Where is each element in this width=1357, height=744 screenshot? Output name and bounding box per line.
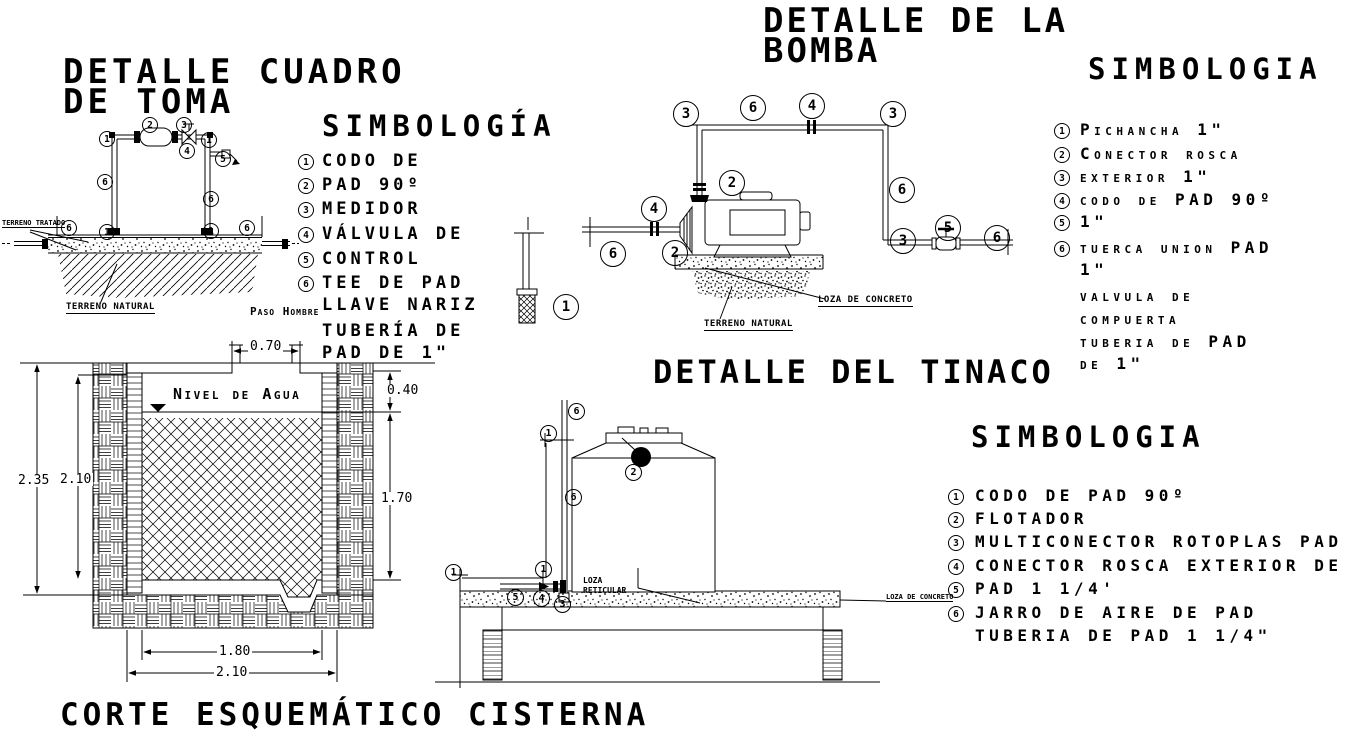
legend-tinaco-item: FLOTADOR — [975, 509, 1089, 528]
legend-toma-bullet: 4 — [298, 227, 314, 243]
legend-bomba-item: de 1" — [1080, 354, 1145, 373]
legend-bomba-bullet: 6 — [1054, 241, 1070, 257]
callout-circle: 5 — [935, 215, 961, 241]
callout-circle: 1 — [535, 561, 552, 578]
legend-tinaco-item: JARRO DE AIRE DE PAD — [975, 603, 1258, 622]
callout-circle: 6 — [600, 241, 626, 267]
legend-bomba-title: SIMBOLOGIA — [1088, 52, 1323, 86]
callout-circle: 1 — [99, 131, 115, 147]
callout-circle: 1 — [445, 564, 462, 581]
title-bomba-line2: BOMBA — [763, 31, 881, 71]
legend-tinaco-bullet: 3 — [948, 535, 964, 551]
callout-circle: 6 — [61, 220, 77, 236]
legend-bomba-item: exterior 1" — [1080, 167, 1212, 186]
dim-top-gap: 0.40 — [387, 383, 419, 398]
callout-circle: 6 — [239, 220, 255, 236]
legend-toma-bullet: 1 — [298, 154, 314, 170]
legend-tinaco-bullet: 5 — [948, 582, 964, 598]
legend-toma-bullet: 2 — [298, 178, 314, 194]
legend-tinaco-item: PAD 1 1/4' — [975, 579, 1117, 598]
dim-manhole-width: 0.70 — [250, 339, 282, 354]
natural-ground-label-toma: TERRENO NATURAL — [66, 302, 155, 312]
callout-circle: 2 — [142, 117, 158, 133]
callout-circle: 2 — [719, 170, 745, 196]
callout-circle: 1 — [99, 224, 115, 240]
callout-circle: 1 — [203, 223, 219, 239]
legend-bomba-item: Pichancha 1" — [1080, 120, 1226, 139]
waffle-slab-label: LOZA RETICULAR — [583, 576, 627, 595]
title-tinaco: DETALLE DEL TINACO — [653, 353, 1054, 391]
legend-tinaco-item: CONECTOR ROSCA EXTERIOR DE — [975, 556, 1343, 575]
legend-bomba-bullet: 3 — [1054, 170, 1070, 186]
legend-tinaco-item: MULTICONECTOR ROTOPLAS PAD — [975, 532, 1343, 551]
legend-toma-bullet: 5 — [298, 252, 314, 268]
callout-circle: 3 — [673, 101, 699, 127]
legend-toma-item: CODO DE — [322, 151, 422, 171]
legend-tinaco-bullet: 6 — [948, 606, 964, 622]
legend-bomba-bullet: 5 — [1054, 215, 1070, 231]
legend-toma-item: PAD DE 1" — [322, 343, 451, 363]
title-cuadro-toma-line2: DE TOMA — [63, 82, 235, 122]
callout-circle: 2 — [625, 464, 642, 481]
concrete-slab-label-tinaco: LOZA DE CONCRETO — [886, 593, 954, 601]
water-level-label: Nivel de Agua — [173, 385, 302, 403]
legend-toma-title: SIMBOLOGÍA — [322, 109, 557, 143]
callout-circle: 6 — [984, 225, 1010, 251]
callout-circle: 2 — [662, 240, 688, 266]
legend-tinaco-item: TUBERIA DE PAD 1 1/4" — [975, 626, 1272, 645]
legend-toma-item: LLAVE NARIZ — [322, 295, 479, 315]
callout-circle: 3 — [890, 228, 916, 254]
legend-bomba-item: 1" — [1080, 212, 1109, 231]
callout-circle: 6 — [568, 403, 585, 420]
callout-circle: 5 — [507, 589, 524, 606]
callout-circle: 3 — [176, 117, 192, 133]
manhole-label: Paso Hombre — [250, 305, 320, 318]
title-bomba-line1: DETALLE DE LA — [763, 1, 1069, 41]
title-corte-cisterna: CORTE ESQUEMÁTICO CISTERNA — [60, 697, 650, 733]
legend-bomba-item: codo de PAD 90º — [1080, 190, 1274, 209]
legend-toma-bullet: 3 — [298, 202, 314, 218]
callout-circle: 6 — [97, 174, 113, 190]
legend-bomba-bullet: 4 — [1054, 193, 1070, 209]
callout-circle: 1 — [553, 294, 579, 320]
legend-bomba-bullet: 1 — [1054, 123, 1070, 139]
treated-ground-label: TERRENO TRATADO — [2, 219, 66, 227]
tinaco-linework — [435, 400, 886, 688]
legend-toma-item: PAD 90º — [322, 175, 422, 195]
callout-circle: 3 — [880, 101, 906, 127]
legend-toma-item: TUBERÍA DE — [322, 321, 465, 341]
callout-circle: 5 — [215, 151, 231, 167]
callout-circle: 6 — [889, 177, 915, 203]
legend-tinaco-item: CODO DE PAD 90º — [975, 486, 1187, 505]
callout-circle: 1 — [201, 132, 217, 148]
natural-ground-label-bomba: TERRENO NATURAL — [704, 319, 793, 329]
legend-tinaco-title: SIMBOLOGIA — [971, 420, 1206, 454]
callout-circle: 4 — [799, 93, 825, 119]
callout-circle: 3 — [554, 596, 571, 613]
legend-toma-item: MEDIDOR — [322, 199, 422, 219]
legend-bomba-item: tuberia de PAD — [1080, 332, 1251, 351]
dim-water-height: 1.70 — [381, 491, 413, 506]
callout-circle: 6 — [203, 191, 219, 207]
legend-bomba-item: Conector rosca — [1080, 144, 1242, 163]
callout-circle: 6 — [740, 95, 766, 121]
title-cuadro-toma-line1: DETALLE CUADRO — [63, 52, 406, 92]
legend-tinaco-bullet: 4 — [948, 559, 964, 575]
legend-bomba-item: tuerca union PAD — [1080, 238, 1274, 257]
callout-circle: 4 — [179, 143, 195, 159]
legend-toma-item: VÁLVULA DE — [322, 224, 465, 244]
legend-toma-item: TEE DE PAD — [322, 273, 465, 293]
legend-tinaco-bullet: 1 — [948, 489, 964, 505]
legend-bomba-item: valvula de — [1080, 286, 1195, 305]
legend-bomba-bullet: 2 — [1054, 147, 1070, 163]
toma-linework — [2, 124, 299, 304]
legend-tinaco-bullet: 2 — [948, 512, 964, 528]
tinaco-drawing — [435, 395, 945, 695]
callout-circle: 1 — [540, 425, 557, 442]
legend-toma-bullet: 6 — [298, 276, 314, 292]
dim-outer-width: 2.10 — [216, 665, 248, 680]
concrete-slab-label-bomba: LOZA DE CONCRETO — [818, 295, 913, 305]
callout-circle: 4 — [533, 590, 550, 607]
dim-inner-width: 1.80 — [219, 644, 251, 659]
dim-total-height: 2.35 — [18, 473, 50, 488]
callout-circle: 4 — [641, 196, 667, 222]
callout-circle: 6 — [565, 489, 582, 506]
legend-bomba-item: 1" — [1080, 260, 1109, 279]
legend-bomba-item: compuerta — [1080, 309, 1181, 328]
dim-inner-height: 2.10 — [60, 472, 92, 487]
legend-toma-item: CONTROL — [322, 249, 422, 269]
